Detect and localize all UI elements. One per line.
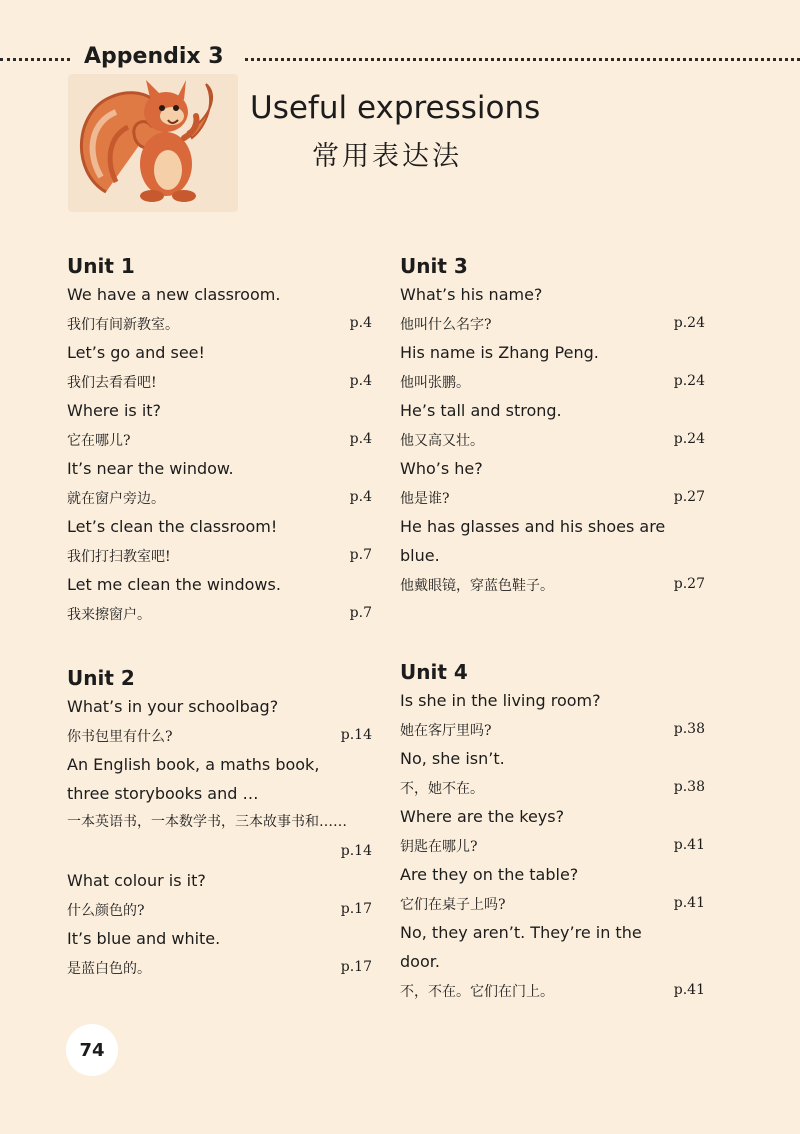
chinese-translation: 他叫张鹏。 [400,375,470,391]
expression-entry [400,454,705,512]
english-expression: Who’s he? [400,459,483,478]
expression-entry [67,454,372,512]
chinese-translation: 我们有间新教室。 [67,317,179,333]
expression-entry [400,686,705,744]
chinese-translation: 他戴眼镜，穿蓝色鞋子。 [400,578,554,594]
unit-2-section [67,664,372,982]
chinese-translation: 它在哪儿? [67,433,131,449]
expression-entry [400,802,705,860]
english-expression: He’s tall and strong. [400,401,562,420]
page-reference: p.27 [673,489,705,505]
english-expression: What’s in your schoolbag? [67,697,279,716]
english-expression: It’s blue and white. [67,929,221,948]
chinese-translation: 不，她不在。 [400,781,484,797]
expression-entry [67,924,372,982]
english-expression: No, they aren’t. They’re in the door. [400,923,642,971]
page-reference: p.17 [340,959,372,975]
chinese-translation: 就在窗户旁边。 [67,491,165,507]
page-reference: p.41 [673,895,705,911]
expression-entry [67,866,372,924]
english-expression: What’s his name? [400,285,543,304]
english-expression: An English book, a maths book, three storybooks and … [67,755,320,803]
expression-entry [67,280,372,338]
page-reference: p.7 [349,547,372,563]
chinese-translation: 他是谁? [400,491,450,507]
chinese-translation: 它们在桌子上吗? [400,897,506,913]
expression-entry [400,918,705,1005]
page-subtitle-chinese: 常用表达法 [312,141,462,172]
chinese-translation: 她在客厅里吗? [400,723,492,739]
expression-entry [67,396,372,454]
english-expression: Where is it? [67,401,162,420]
page-reference: p.24 [673,315,705,331]
english-expression: Let’s clean the classroom! [67,517,278,536]
expression-entry [400,280,705,338]
chinese-translation: 我们打扫教室吧! [67,549,171,565]
english-expression: Where are the keys? [400,807,565,826]
chinese-translation: 钥匙在哪儿? [400,839,478,855]
expression-entry [67,750,372,866]
page-reference: p.38 [673,779,705,795]
expression-entry [400,338,705,396]
english-expression: His name is Zhang Peng. [400,343,599,362]
english-expression: Is she in the living room? [400,691,601,710]
english-expression: It’s near the window. [67,459,234,478]
english-expression: We have a new classroom. [67,285,281,304]
english-expression: Let me clean the windows. [67,575,281,594]
english-expression: No, she isn’t. [400,749,505,768]
dotted-rule-left [0,58,70,61]
english-expression: He has glasses and his shoes are blue. [400,517,666,565]
expression-entry [67,570,372,628]
page-reference: p.4 [349,431,372,447]
page-reference: p.24 [673,431,705,447]
expression-entry [400,396,705,454]
page-reference: p.24 [673,373,705,389]
page-reference: p.38 [673,721,705,737]
page-reference: p.4 [349,315,372,331]
dotted-rule-right [245,58,800,61]
chinese-translation: 是蓝白色的。 [67,961,151,977]
page-reference: p.27 [673,576,705,592]
unit-3-section [400,252,705,599]
english-expression: Let’s go and see! [67,343,205,362]
page-reference: p.7 [349,605,372,621]
page-number: 74 [66,1024,118,1076]
expression-entry [400,860,705,918]
unit-4-section [400,658,705,1005]
expression-entry [67,512,372,570]
page-reference: p.17 [340,901,372,917]
page-title: Useful expressions [250,90,541,126]
chinese-translation: 一本英语书，一本数学书，三本故事书和…… [67,814,347,830]
expression-entry [67,338,372,396]
page-reference: p.41 [673,837,705,853]
page-reference: p.4 [349,489,372,505]
chinese-translation: 我们去看看吧! [67,375,157,391]
expression-entry [400,744,705,802]
english-expression: Are they on the table? [400,865,579,884]
chinese-translation: 什么颜色的? [67,903,145,919]
chinese-translation: 我来擦窗户。 [67,607,151,623]
squirrel-illustration-icon [66,72,246,212]
chinese-translation: 你书包里有什么? [67,729,173,745]
page-reference: p.4 [349,373,372,389]
expression-entry [67,692,372,750]
appendix-heading: Appendix 3 [84,44,224,69]
page-reference: p.41 [673,982,705,998]
unit-title: Unit 2 [67,666,135,690]
chinese-translation: 他又高又壮。 [400,433,484,449]
page-reference: p.14 [340,727,372,743]
page-reference: p.14 [340,843,372,859]
unit-title: Unit 4 [400,660,468,684]
expression-entry [400,512,705,599]
unit-title: Unit 3 [400,254,468,278]
chinese-translation: 他叫什么名字? [400,317,492,333]
unit-title: Unit 1 [67,254,135,278]
unit-1-section [67,252,372,628]
english-expression: What colour is it? [67,871,206,890]
chinese-translation: 不，不在。它们在门上。 [400,984,554,1000]
